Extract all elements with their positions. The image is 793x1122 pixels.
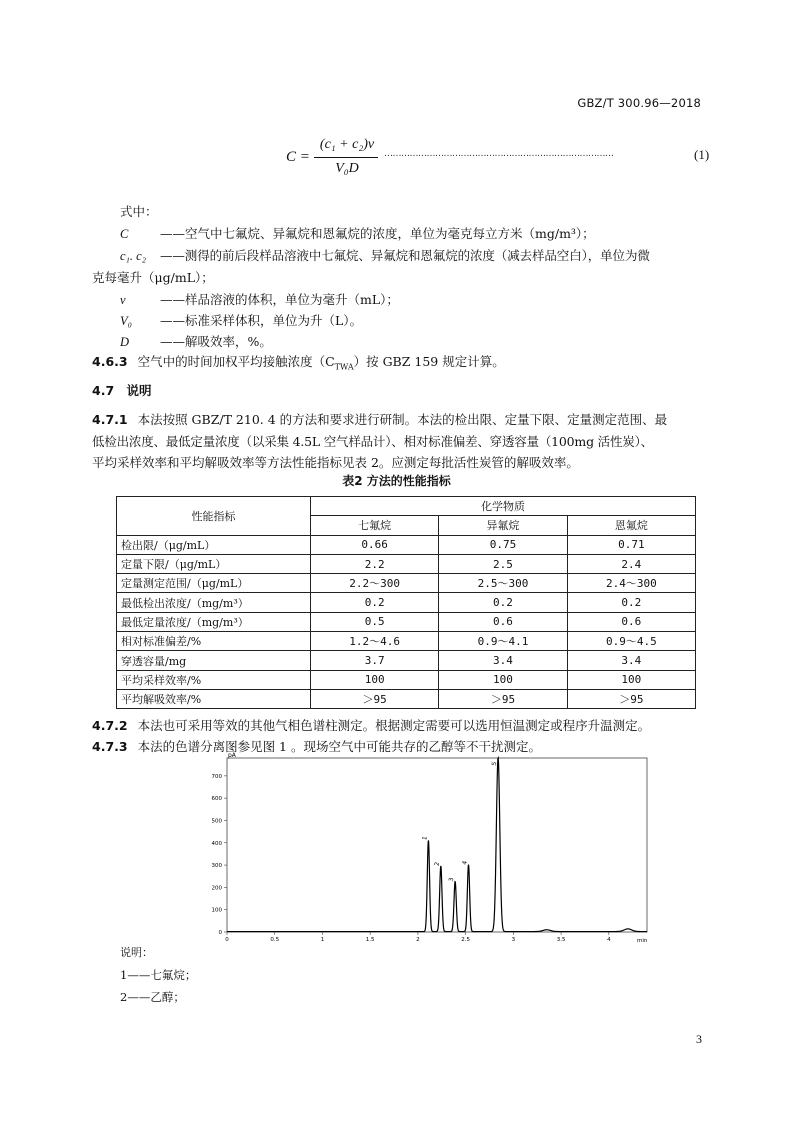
table-row xyxy=(117,612,696,631)
cell: 100 xyxy=(439,670,567,689)
cell: 100 xyxy=(311,670,439,689)
table-row xyxy=(117,651,696,670)
cell: 3.7 xyxy=(311,651,439,670)
row-label: 相对标准偏差/% xyxy=(117,632,311,651)
formula-number: (1) xyxy=(694,147,710,162)
table-row xyxy=(117,593,696,612)
fraction-bar xyxy=(314,157,378,158)
var-symbol: v xyxy=(120,293,126,307)
clause-text: 本法也可采用等效的其他气相色谱柱测定。根据测定需要可以选用恒温测定或程序升温测定。 xyxy=(137,718,651,733)
standard-number: GBZ/T 300.96—2018 xyxy=(577,96,701,110)
cell: 2.4 xyxy=(567,554,695,573)
plot-frame xyxy=(227,758,647,932)
table-head-chemicals: 化学物质 xyxy=(311,497,696,516)
cell: 0.66 xyxy=(311,535,439,554)
table-col-sevoflurane: 七氟烷 xyxy=(311,516,439,535)
clause-text: 本法按照 GBZ/T 210. 4 的方法和要求进行研制。本法的检出限、定量下限、定量测定范围、最 xyxy=(137,412,668,427)
peak-label: 2 xyxy=(433,861,442,867)
table-row xyxy=(117,689,696,708)
y-tick-label: 400 xyxy=(211,840,222,847)
y-tick-label: 600 xyxy=(211,796,222,803)
y-tick-label: 100 xyxy=(211,907,222,914)
var-symbol: V₀ xyxy=(120,314,132,328)
formula-lhs: C = xyxy=(286,149,310,165)
row-label: 最低定量浓度/（mg/m³） xyxy=(117,612,311,631)
table-caption: 表2 方法的性能指标 xyxy=(342,474,451,488)
y-tick-label: 200 xyxy=(211,885,222,892)
cell: 1.2～4.6 xyxy=(311,632,439,651)
var-line-v0 xyxy=(120,311,362,329)
x-tick-label: 1 xyxy=(320,937,325,943)
y-tick-label: 300 xyxy=(211,863,222,870)
clause-text-end: ）按 GBZ 159 规定计算。 xyxy=(353,354,505,369)
var-line-v xyxy=(120,290,399,308)
x-tick-label: 3 xyxy=(511,937,516,943)
var-line-d xyxy=(120,332,272,350)
clause-number: 4.7.1 xyxy=(92,412,128,427)
cell: 3.4 xyxy=(439,651,567,670)
formula-denominator: V₀D xyxy=(335,161,359,176)
section-title: 说明 xyxy=(126,383,152,398)
cell: 2.4～300 xyxy=(567,574,695,593)
cell: 2.5 xyxy=(439,554,567,573)
table-row xyxy=(117,574,696,593)
x-tick-label: 2 xyxy=(416,937,420,943)
x-tick-label: 1.5 xyxy=(365,937,375,943)
row-label: 检出限/（μg/mL） xyxy=(117,535,311,554)
table-row xyxy=(117,554,696,573)
chromatogram-trace xyxy=(227,758,647,932)
y-tick-label: 700 xyxy=(211,773,222,780)
var-desc: ——样品溶液的体积，单位为毫升（mL）； xyxy=(160,292,399,307)
clause-text: 空气中的时间加权平均接触浓度（C xyxy=(137,354,335,369)
table-col-enflurane: 恩氟烷 xyxy=(567,516,695,535)
clause-number: 4.7.2 xyxy=(92,718,128,733)
y-tick-label: 500 xyxy=(211,818,222,825)
peak-label: 1 xyxy=(421,835,429,841)
y-tick-label: 0 xyxy=(218,930,222,936)
var-desc: ——标准采样体积，单位为升（L）。 xyxy=(160,313,363,328)
peak-label: 4 xyxy=(461,860,469,866)
twa-subscript: TWA xyxy=(334,362,354,372)
x-tick-label: 3.5 xyxy=(556,937,566,943)
var-desc: ——空气中七氟烷、异氟烷和恩氟烷的浓度，单位为毫克每立方米（mg/m³）； xyxy=(160,226,595,241)
x-tick-label: 2.5 xyxy=(461,937,471,943)
cell: 0.71 xyxy=(567,535,695,554)
table-head-indicator: 性能指标 xyxy=(117,497,311,536)
var-desc: ——解吸效率，%。 xyxy=(160,334,272,349)
clause-4-7-1-line1 xyxy=(92,410,667,428)
clause-4-6-3 xyxy=(92,352,505,372)
section-number: 4.7 xyxy=(92,383,115,398)
cell: 2.2～300 xyxy=(311,574,439,593)
x-axis-unit: min xyxy=(637,938,648,944)
chromatogram-chart xyxy=(195,752,655,944)
figure-legend-item: 1——七氟烷； xyxy=(120,968,197,982)
table-row xyxy=(117,670,696,689)
figure-legend-item: 2——乙醇； xyxy=(120,990,185,1004)
cell: ＞95 xyxy=(567,689,695,708)
performance-table xyxy=(116,496,696,709)
var-symbol: c₁. c₂ xyxy=(120,249,147,263)
row-label: 穿透容量/mg xyxy=(117,651,311,670)
cell: 2.2 xyxy=(311,554,439,573)
formula-leader-dots: ……………………………………………………………………… xyxy=(384,149,614,159)
peak-label: 3 xyxy=(447,877,456,883)
clause-number: 4.7.3 xyxy=(92,739,128,754)
formula xyxy=(280,135,720,185)
table-col-isoflurane: 异氟烷 xyxy=(439,516,567,535)
x-tick-label: 4 xyxy=(607,937,611,943)
cell: ＞95 xyxy=(439,689,567,708)
cell: 3.4 xyxy=(567,651,695,670)
table-row xyxy=(117,632,696,651)
cell: 2.5～300 xyxy=(439,574,567,593)
clause-4-7-2 xyxy=(92,716,650,734)
cell: 0.2 xyxy=(439,593,567,612)
table-row xyxy=(117,535,696,554)
cell: 0.9～4.5 xyxy=(567,632,695,651)
row-label: 定量测定范围/（μg/mL） xyxy=(117,574,311,593)
formula-numerator: (c₁ + c₂)v xyxy=(319,137,375,152)
var-symbol: C xyxy=(120,227,129,241)
cell: 0.6 xyxy=(439,612,567,631)
cell: 0.5 xyxy=(311,612,439,631)
clause-text: 本法的色谱分离图参见图 1 。现场空气中可能共存的乙醇等不干扰测定。 xyxy=(137,739,541,754)
cell: 0.9～4.1 xyxy=(439,632,567,651)
var-line-cont: 克每毫升（μg/mL）； xyxy=(92,270,214,285)
figure-legend-title: 说明： xyxy=(120,946,153,959)
cell: ＞95 xyxy=(311,689,439,708)
cell: 0.6 xyxy=(567,612,695,631)
clause-number: 4.6.3 xyxy=(92,354,128,369)
var-symbol: D xyxy=(120,335,130,349)
cell: 0.75 xyxy=(439,535,567,554)
var-desc: ——测得的前后段样品溶液中七氟烷、异氟烷和恩氟烷的浓度（减去样品空白），单位为微 xyxy=(160,248,650,263)
var-line-c1c2 xyxy=(120,246,650,264)
clause-4-7-1-line2: 低检出浓度、最低定量浓度（以采集 4.5L 空气样品计）、相对标准偏差、穿透容量（100mg 活性炭）、 xyxy=(92,434,653,449)
var-line-c xyxy=(120,224,595,242)
cell: 100 xyxy=(567,670,695,689)
peak-label: 5 xyxy=(490,761,499,767)
x-tick-label: 0.5 xyxy=(270,937,280,943)
row-label: 定量下限/（μg/mL） xyxy=(117,554,311,573)
x-tick-label: 0 xyxy=(225,937,229,943)
row-label: 最低检出浓度/（mg/m³） xyxy=(117,593,311,612)
y-axis-unit: pA xyxy=(228,752,236,759)
clause-4-7-1-line3: 平均采样效率和平均解吸效率等方法性能指标见表 2。应测定每批活性炭管的解吸效率。 xyxy=(92,455,579,470)
row-label: 平均解吸效率/% xyxy=(117,689,311,708)
row-label: 平均采样效率/% xyxy=(117,670,311,689)
cell: 0.2 xyxy=(311,593,439,612)
legend-intro: 式中： xyxy=(120,204,158,219)
page-number: 3 xyxy=(696,1032,702,1046)
cell: 0.2 xyxy=(567,593,695,612)
section-4-7 xyxy=(92,381,152,399)
